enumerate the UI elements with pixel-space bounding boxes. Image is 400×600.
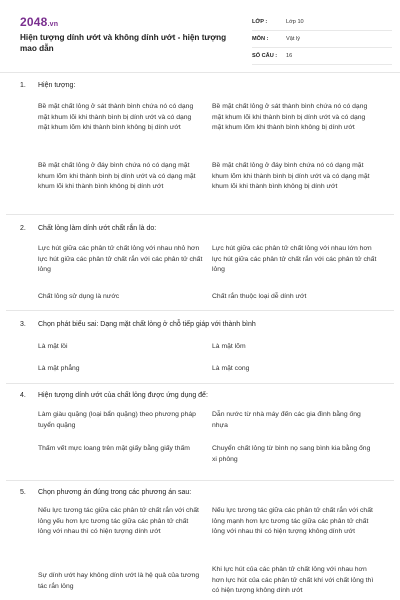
meta-value: 16 — [286, 53, 293, 59]
divider — [6, 383, 394, 384]
meta-row-count — [252, 48, 392, 65]
site-logo[interactable] — [20, 15, 58, 29]
question-text: Hiện tượng dính ướt của chất lỏng được ứng dụng để: — [38, 392, 208, 399]
divider — [6, 214, 394, 215]
question-text: Chọn phát biểu sai: Dạng mặt chất lỏng ở chỗ tiếp giáp với thành bình — [38, 321, 256, 328]
answer-option[interactable]: Lực hút giữa các phân tử chất lỏng với nhau nhỏ hơn lực hút giữa các phân tử chất rắn với các phân tử chất lỏng — [38, 245, 203, 273]
question-number: 4. — [20, 392, 26, 399]
answer-option[interactable]: Là mặt lồi — [38, 343, 68, 350]
divider — [6, 310, 394, 311]
answer-option[interactable]: Bề mặt chất lỏng ở đáy bình chứa nó có dạng mặt khum lõm khi thành bình bị dính ướt và có dạng mặt khum lõi khi thành bình không bị dính ướt — [38, 162, 196, 190]
answer-option[interactable]: Khi lực hút của các phân tử chất lỏng với nhau hơn hơn lực hút của các phân tử chất khí với chất lỏng thì có hiện tượng không dính ướt — [212, 566, 374, 594]
divider — [6, 480, 394, 481]
answer-option[interactable]: Làm giàu quặng (loại bẩn quặng) theo phương pháp tuyển quặng — [38, 411, 196, 429]
meta-value: Vật lý — [286, 36, 300, 42]
meta-label: MÔN : — [252, 36, 269, 42]
answer-option[interactable]: Là mặt cong — [212, 365, 250, 372]
answer-option[interactable]: Lực hút giữa các phân tử chất lỏng với nhau lớn hơn lực hút giữa các phân tử chất rắn với các phân tử chất lỏng — [212, 245, 377, 273]
answer-option[interactable]: Chất lỏng sử dụng là nước — [38, 293, 120, 300]
meta-value: Lớp 10 — [286, 19, 304, 25]
answer-option[interactable]: Bề mặt chất lỏng ở sát thành bình chứa nó có dạng mặt khum lõi khi thành bình bị dính ướt và có dạng mặt khum lõm khi thành bình không bị dính ướt — [212, 103, 368, 131]
answer-option[interactable]: Nếu lực tương tác giữa các phân tử chất rắn với chất lỏng yếu hơn lực tương tác giữa các phân tử chất lỏng với nhau thì có hiện tượng dính ướt — [38, 507, 199, 535]
answer-option[interactable]: Dẫn nước từ nhà máy đến các gia đình bằng ống nhựa — [212, 411, 361, 429]
meta-row-class — [252, 14, 392, 31]
question-text: Hiện tượng: — [38, 82, 76, 89]
question-text: Chọn phương án đúng trong các phương án sau: — [38, 489, 192, 496]
question-text: Chất lỏng làm dính ướt chất rắn là do: — [38, 225, 157, 232]
answer-option[interactable]: Bề mặt chất lỏng ở đáy bình chứa nó có dạng mặt khum lõm khi thành bình bị dính ướt và có dạng mặt khum lõi khi thành bình không bị dính ướt — [212, 162, 370, 190]
answer-option[interactable]: Bề mặt chất lỏng ở sát thành bình chứa nó có dạng mặt khum lõi khi thành bình bị dính ướt và có dạng mặt khum lõm khi thành bình không bị dính ướt — [38, 103, 194, 131]
question-number: 3. — [20, 321, 26, 328]
logo-suffix: .vn — [47, 21, 59, 28]
question-number: 1. — [20, 82, 26, 89]
meta-row-subject — [252, 31, 392, 48]
meta-label: LỚP : — [252, 19, 268, 25]
answer-option[interactable]: Chất rắn thuộc loại dễ dính ướt — [212, 293, 307, 300]
answer-option[interactable]: Chuyển chất lỏng từ bình nọ sang bình kia bằng ống xi phông — [212, 445, 371, 463]
document-header — [0, 0, 400, 73]
answer-option[interactable]: Sự dính ướt hay không dính ướt là hệ quả của tương tác rắn lỏng — [38, 572, 200, 590]
logo-text: 2048 — [20, 15, 48, 29]
answer-option[interactable]: Là mặt phẳng — [38, 365, 80, 372]
document-title: Hiện tượng dính ướt và không dính ướt - hiện tượng mao dẫn — [20, 33, 227, 53]
answer-option[interactable]: Là mặt lõm — [212, 343, 246, 350]
answer-option[interactable]: Thấm vết mực loang trên mặt giấy bằng giấy thấm — [38, 445, 190, 452]
meta-label: SỐ CÂU : — [252, 53, 278, 59]
question-number: 2. — [20, 225, 26, 232]
question-number: 5. — [20, 489, 26, 496]
answer-option[interactable]: Nếu lực tương tác giữa các phân tử chất rắn với chất lỏng mạnh hơn lực tương tác giữa các phân tử chất lỏng với nhau thì có hiện tượng không dính ướt — [212, 507, 373, 535]
document-meta — [252, 14, 392, 65]
